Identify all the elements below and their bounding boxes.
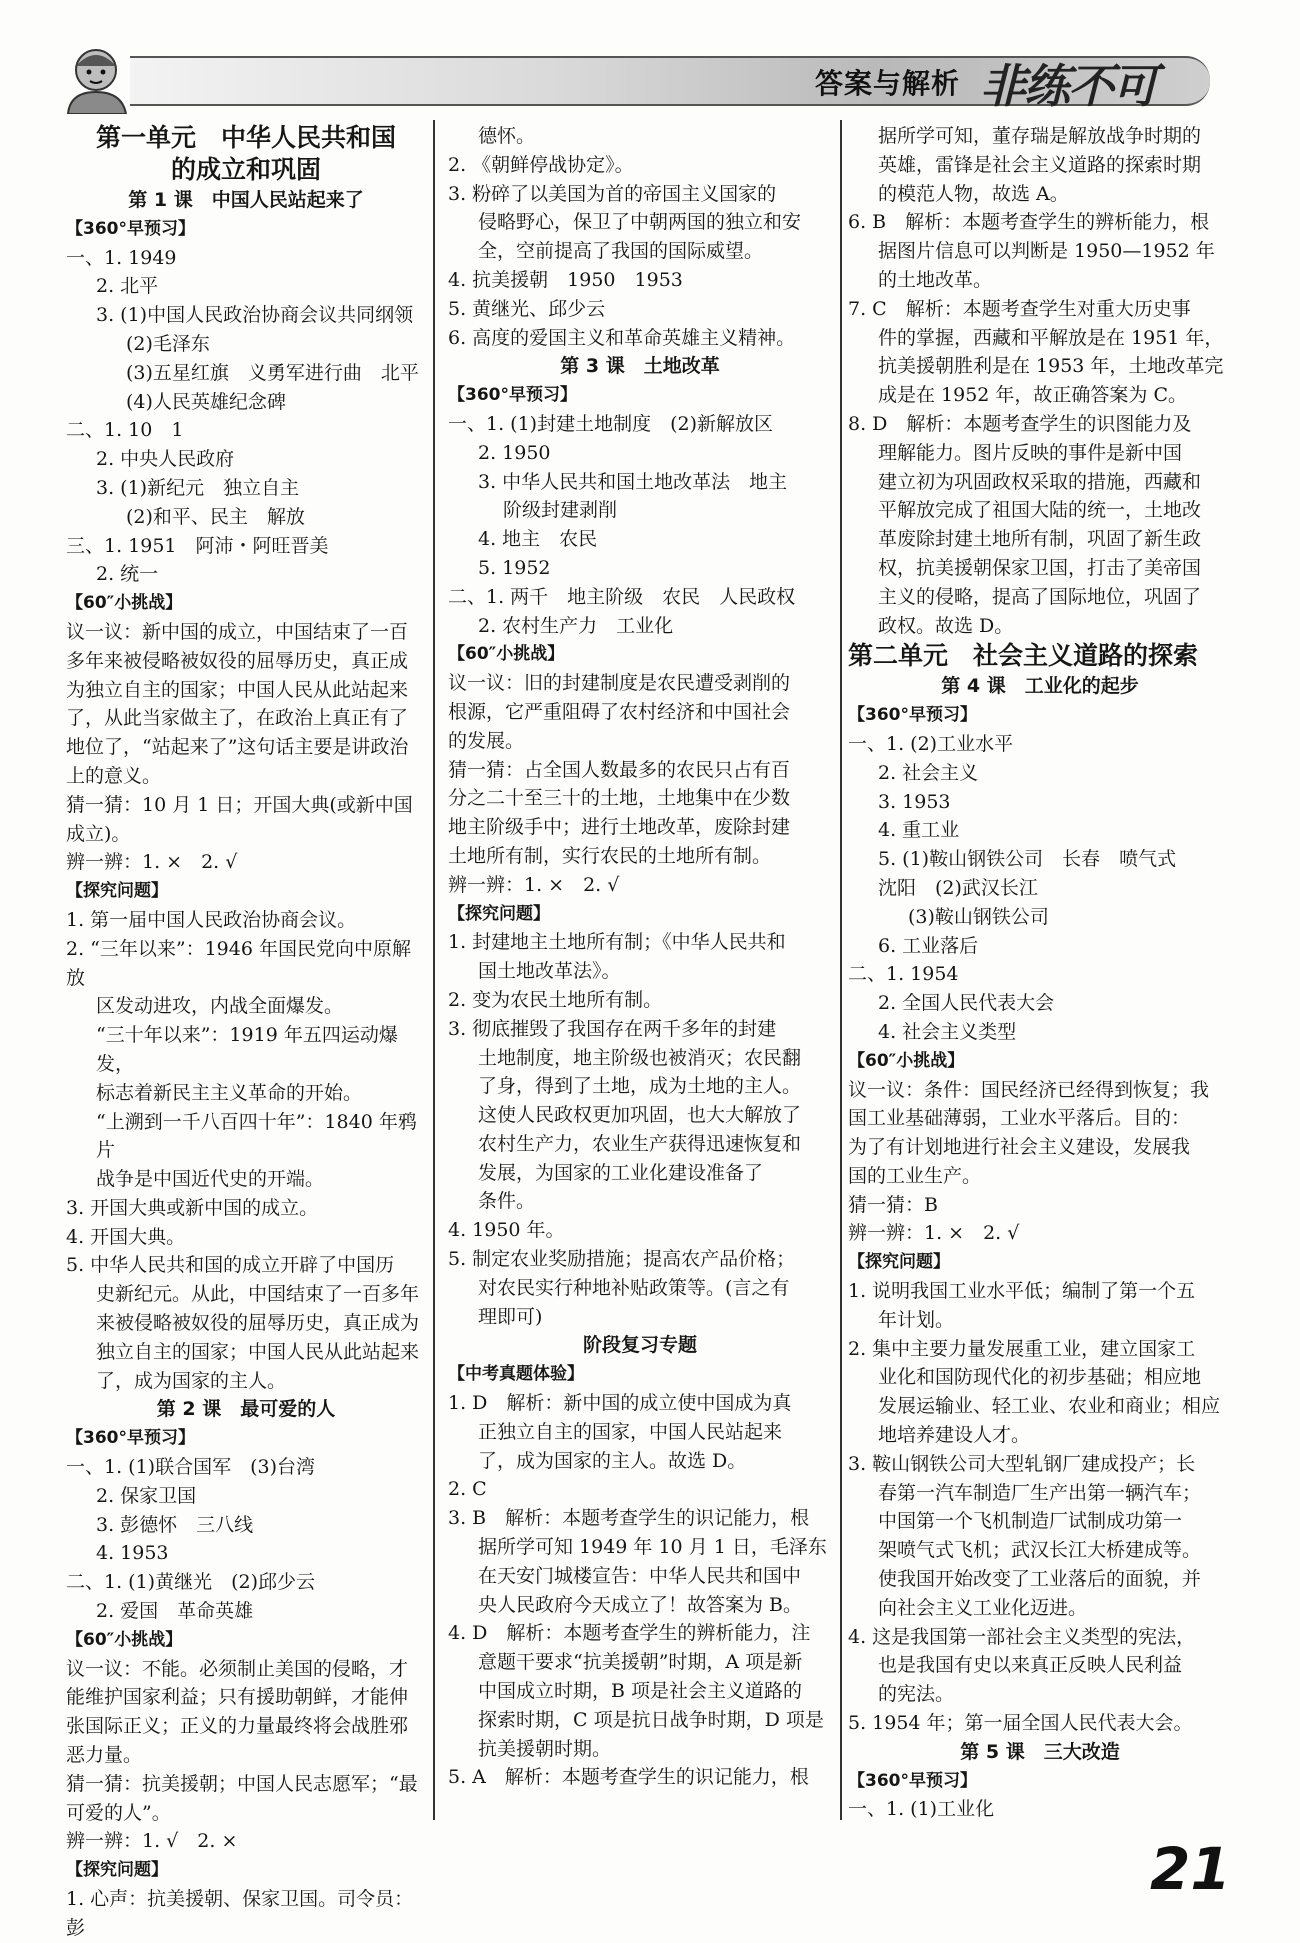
answer-line: 4. 1953 — [96, 1542, 169, 1565]
answer-line: 2. 北平 — [96, 275, 159, 298]
answer-line: 2. 保家卫国 — [96, 1484, 197, 1507]
answer-line: 二、1. 两千 地主阶级 农民 人民政权 — [448, 585, 796, 608]
answer-line: 能维护国家利益；只有援助朝鲜，才能伸 — [66, 1686, 409, 1709]
answer-line: 年计划。 — [878, 1308, 955, 1331]
column-3 — [848, 122, 1232, 1824]
answer-line: 7. C 解析：本题考查学生对重大历史事 — [848, 297, 1191, 320]
answer-line: 议一议：新中国的成立，中国结束了一百 — [66, 620, 409, 643]
answer-line: 这使人民政权更加巩固，也大大解放了 — [478, 1104, 802, 1127]
answer-line: 抗美援朝胜利是在 1953 年，土地改革完 — [878, 355, 1224, 378]
answer-line: 中国第一个飞机制造厂试制成功第一 — [878, 1510, 1183, 1533]
answer-line: 二、1. 10 1 — [66, 419, 184, 442]
answer-line: 4. 地主 农民 — [478, 528, 598, 551]
header-title: 答案与解析 — [815, 67, 961, 100]
answer-line: 1. 心声：抗美援朝、保家卫国。司令员：彭 — [66, 1888, 414, 1939]
answer-line: 一、1. 1949 — [66, 246, 177, 269]
section-heading: 【中考真题体验】 — [448, 1364, 584, 1385]
answer-line: 5. 黄继光、邱少云 — [448, 297, 606, 320]
answer-line: 4. 这是我国第一部社会主义类型的宪法， — [848, 1625, 1196, 1648]
answer-line: 理即可) — [478, 1305, 543, 1328]
unit-title: 第一单元 中华人民共和国 — [95, 123, 396, 152]
answer-line: 2. C — [448, 1478, 487, 1501]
answer-line: 5. 1952 — [478, 556, 551, 579]
answer-line: 德怀。 — [478, 125, 536, 147]
answer-line: 3. 粉碎了以美国为首的帝国主义国家的 — [448, 182, 777, 205]
answer-line: 议一议：不能。必须制止美国的侵略，才 — [66, 1657, 409, 1680]
section-heading: 【360°早预习】 — [66, 1428, 195, 1449]
answer-line: 意题干要求“抗美援朝”时期，A 项是新 — [478, 1651, 803, 1674]
answer-line: (2)和平、民主 解放 — [126, 505, 305, 528]
answer-line: 议一议：旧的封建制度是农民遭受剥削的 — [448, 672, 791, 695]
answer-line: 二、1. (1)黄继光 (2)邱少云 — [66, 1571, 315, 1594]
answer-line: 2. 集中主要力量发展重工业，建立国家工 — [848, 1337, 1196, 1360]
column-divider — [433, 120, 435, 1820]
answer-line: 多年来被侵略被奴役的屈辱历史，真正成 — [66, 649, 409, 672]
answer-line: 1. 封建地主土地所有制；《中华人民共和 — [448, 931, 786, 954]
section-heading: 【探究问题】 — [66, 1860, 168, 1881]
answer-line: 分之二十至三十的土地，土地集中在少数 — [448, 787, 791, 810]
answer-line: 国工业基础薄弱，工业水平落后。目的： — [848, 1107, 1191, 1130]
answer-line: (2)毛泽东 — [126, 332, 210, 355]
answer-line: 标志着新民主主义革命的开始。 — [96, 1081, 363, 1104]
answer-line: 的发展。 — [448, 729, 525, 752]
answer-line: (3)鞍山钢铁公司 — [908, 905, 1049, 928]
answer-line: 3. 鞍山钢铁公司大型轧钢厂建成投产；长 — [848, 1452, 1196, 1475]
answer-line: 二、1. 1954 — [848, 963, 959, 986]
answer-line: 一、1. (1)联合国军 (3)台湾 — [66, 1456, 315, 1479]
answer-line: 张国际正义；正义的力量最终将会战胜邪 — [66, 1715, 409, 1738]
answer-line: 平解放完成了祖国大陆的统一，土地改 — [878, 499, 1202, 522]
answer-line: 为独立自主的国家；中国人民从此站起来 — [66, 678, 409, 701]
answer-line: 1. 说明我国工业水平低；编制了第一个五 — [848, 1280, 1196, 1303]
answer-line: 全，空前提高了我国的国际威望。 — [478, 240, 764, 263]
section-heading: 【60″小挑战】 — [66, 1629, 183, 1650]
answer-line: 史新纪元。从此，中国结束了一百多年 — [96, 1283, 420, 1306]
answer-line: 猜一猜：10 月 1 日；开国大典(或新中国成立)。 — [66, 793, 413, 845]
answer-line: 一、1. (2)工业水平 — [848, 732, 1014, 755]
student-avatar-icon — [60, 44, 134, 114]
answer-line: 成是在 1952 年，故正确答案为 C。 — [878, 384, 1188, 407]
answer-line: 2. 中央人民政府 — [96, 448, 235, 471]
answer-line: 2. 全国人民代表大会 — [878, 992, 1055, 1015]
answer-line: 战争是中国近代史的开端。 — [96, 1168, 325, 1191]
answer-line: 件的掌握，西藏和平解放是在 1951 年， — [878, 326, 1224, 349]
answer-line: 阶级封建剥削 — [503, 499, 618, 522]
answer-line: 一、1. (1)封建土地制度 (2)新解放区 — [448, 412, 773, 435]
answer-line: 1. D 解析：新中国的成立使中国成为真 — [448, 1392, 792, 1415]
column-1 — [66, 122, 426, 1943]
answer-line: (4)人民英雄纪念碑 — [126, 390, 286, 413]
section-heading: 【探究问题】 — [66, 881, 168, 902]
answer-line: “上溯到一千八百四十年”：1840 年鸦片 — [96, 1110, 417, 1162]
section-heading: 【60″小挑战】 — [448, 644, 565, 665]
section-heading: 【360°早预习】 — [848, 1770, 977, 1791]
answer-line: 4. 重工业 — [878, 819, 960, 842]
answer-line: 主义的侵略，提高了国际地位，巩固了 — [878, 585, 1202, 608]
section-heading: 【60″小挑战】 — [848, 1050, 965, 1071]
answer-line: 据所学可知，董存瑞是解放战争时期的 — [878, 125, 1202, 147]
answer-line: 3. 开国大典或新中国的成立。 — [66, 1196, 319, 1219]
answer-line: 5. 中华人民共和国的成立开辟了中国历 — [66, 1254, 395, 1277]
answer-line: 中国成立时期，B 项是社会主义道路的 — [478, 1680, 803, 1703]
section-heading: 【360°早预习】 — [848, 705, 977, 726]
answer-line: 区发动进攻，内战全面爆发。 — [96, 995, 344, 1018]
answer-line: 5. (1)鞍山钢铁公司 长春 喷气式 — [878, 848, 1177, 871]
answer-line: 侵略野心，保卫了中朝两国的独立和安 — [478, 211, 802, 234]
answer-line: 一、1. (1)工业化 — [848, 1798, 995, 1821]
answer-line: 发展运输业、轻工业、农业和商业；相应 — [878, 1395, 1221, 1418]
answer-line: 发展，为国家的工业化建设准备了 — [478, 1161, 764, 1184]
answer-line: 2. 农村生产力 工业化 — [478, 614, 674, 637]
answer-line: 理解能力。图片反映的事件是新中国 — [878, 441, 1183, 464]
header-brand-logo: 非练不可 — [980, 59, 1156, 113]
answer-line: 农村生产力，农业生产获得迅速恢复和 — [478, 1132, 802, 1155]
answer-line: 2. 《朝鲜停战协定》。 — [448, 153, 634, 176]
answer-line: 5. 制定农业奖励措施；提高农产品价格； — [448, 1248, 796, 1271]
answer-line: 猜一猜：占全国人数最多的农民只占有百 — [448, 758, 791, 781]
answer-line: 对农民实行种地补贴政策等。(言之有 — [478, 1276, 790, 1299]
answer-line: 辨一辨：1. √ 2. × — [66, 1830, 238, 1853]
answer-line: 6. 工业落后 — [878, 934, 979, 957]
section-heading: 【探究问题】 — [848, 1252, 950, 1273]
lesson-title: 第 4 课 工业化的起步 — [941, 675, 1139, 698]
section-heading: 【60″小挑战】 — [66, 593, 183, 614]
answer-line: 业化和国防现代化的初步基础；相应地 — [878, 1366, 1202, 1389]
answer-line: 2. 爱国 革命英雄 — [96, 1600, 254, 1623]
answer-line: 3. 彭德怀 三八线 — [96, 1513, 254, 1536]
answer-line: 根源，它严重阻碍了农村经济和中国社会 — [448, 700, 791, 723]
answer-line: 猜一猜：抗美援朝；中国人民志愿军；“最 — [66, 1772, 418, 1795]
answer-line: 为了有计划地进行社会主义建设，发展我 — [848, 1136, 1191, 1159]
answer-line: 地培养建设人才。 — [878, 1424, 1031, 1447]
answer-line: 1. 第一届中国人民政治协商会议。 — [66, 908, 357, 931]
answer-line: 向社会主义工业化迈进。 — [878, 1596, 1088, 1619]
answer-line: 4. D 解析：本题考查学生的辨析能力，注 — [448, 1622, 811, 1645]
unit-title: 的成立和巩固 — [170, 155, 321, 184]
answer-line: 8. D 解析：本题考查学生的识图能力及 — [848, 412, 1192, 435]
answer-line: 2. 统一 — [96, 563, 159, 586]
answer-line: 央人民政府今天成立了！故答案为 B。 — [478, 1593, 803, 1616]
answer-line: 正独立自主的国家，中国人民站起来 — [478, 1420, 783, 1443]
section-heading: 【360°早预习】 — [448, 385, 577, 406]
answer-line: 的模范人物，故选 A。 — [878, 182, 1069, 205]
lesson-title: 阶段复习专题 — [582, 1334, 697, 1357]
answer-line: 政权。故选 D。 — [878, 614, 1014, 637]
answer-line: 地主阶级手中；进行土地改革，废除封建 — [448, 816, 791, 839]
answer-line: 英雄，雷锋是社会主义道路的探索时期 — [878, 153, 1202, 176]
answer-line: 使我国开始改变了工业落后的面貌，并 — [878, 1568, 1202, 1591]
answer-line: 2. 社会主义 — [878, 761, 979, 784]
answer-line: 3. (1)新纪元 独立自主 — [96, 476, 300, 499]
answer-line: 国的工业生产。 — [848, 1164, 982, 1187]
answer-line: 条件。 — [478, 1190, 536, 1213]
answer-line: 3. 中华人民共和国土地改革法 地主 — [478, 470, 788, 493]
answer-line: 3. B 解析：本题考查学生的识记能力，根 — [448, 1507, 810, 1530]
unit-title: 第二单元 社会主义道路的探索 — [848, 641, 1199, 671]
lesson-title: 第 2 课 最可爱的人 — [156, 1398, 336, 1421]
section-heading: 【探究问题】 — [448, 903, 550, 924]
answer-line: 6. 高度的爱国主义和革命英雄主义精神。 — [448, 326, 796, 349]
answer-line: 三、1. 1951 阿沛・阿旺晋美 — [66, 534, 329, 557]
answer-line: 6. B 解析：本题考查学生的辨析能力，根 — [848, 211, 1210, 234]
answer-line: 2. 1950 — [478, 441, 551, 464]
answer-line: 抗美援朝时期。 — [478, 1737, 612, 1760]
answer-line: 据所学可知 1949 年 10 月 1 日，毛泽东 — [478, 1536, 827, 1559]
column-2 — [448, 122, 832, 1792]
answer-line: 辨一辨：1. × 2. √ — [848, 1222, 1020, 1245]
answer-line: 5. 1954 年；第一届全国人民代表大会。 — [848, 1712, 1193, 1735]
lesson-title: 第 3 课 土地改革 — [560, 355, 720, 378]
answer-line: “三十年以来”：1919 年五四运动爆发， — [96, 1024, 398, 1075]
answer-line: 可爱的人”。 — [66, 1801, 171, 1824]
answer-line: 4. 1950 年。 — [448, 1219, 565, 1242]
answer-line: 4. 社会主义类型 — [878, 1020, 1017, 1043]
answer-line: 上的意义。 — [66, 764, 162, 787]
answer-line: 春第一汽车制造厂生产出第一辆汽车； — [878, 1481, 1202, 1504]
answer-line: 了身，得到了土地，成为土地的主人。 — [478, 1075, 802, 1098]
answer-line: 来被侵略被奴役的屈辱历史，真正成为 — [96, 1312, 420, 1335]
answer-line: 了，成为国家的主人。 — [96, 1369, 287, 1392]
answer-line: 权，抗美援朝保家卫国，打击了美帝国 — [878, 556, 1202, 579]
answer-line: 4. 开国大典。 — [66, 1225, 186, 1248]
answer-line: 沈阳 (2)武汉长江 — [878, 876, 1038, 899]
answer-line: 辨一辨：1. × 2. √ — [66, 851, 238, 874]
answer-line: 的土地改革。 — [878, 268, 993, 291]
answer-line: 3. 彻底摧毁了我国存在两千多年的封建 — [448, 1017, 777, 1040]
answer-line: 了，成为国家的主人。故选 D。 — [478, 1449, 747, 1472]
answer-line: 3. 1953 — [878, 790, 951, 813]
answer-line: 议一议：条件：国民经济已经得到恢复；我 — [848, 1078, 1210, 1101]
lesson-title: 第 5 课 三大改造 — [960, 1740, 1120, 1763]
column-divider — [840, 120, 842, 1820]
answer-line: 据图片信息可以判断是 1950—1952 年 — [878, 240, 1215, 263]
answer-line: 的宪法。 — [878, 1683, 955, 1706]
answer-line: 革废除封建土地所有制，巩固了新生政 — [878, 528, 1202, 551]
answer-line: 3. (1)中国人民政治协商会议共同纲领 — [96, 304, 414, 327]
answer-line: 猜一猜：B — [848, 1193, 938, 1216]
answer-line: 了，从此当家做主了，在政治上真正有了 — [66, 707, 409, 730]
answer-line: 4. 抗美援朝 1950 1953 — [448, 268, 683, 291]
lesson-title: 第 1 课 中国人民站起来了 — [128, 189, 364, 211]
answer-line: 土地制度，地主阶级也被消灭；农民翻 — [478, 1046, 802, 1069]
answer-line: 地位了，“站起来了”这句话主要是讲政治 — [66, 736, 409, 759]
answer-line: (3)五星红旗 义勇军进行曲 北平 — [126, 361, 419, 384]
page-header — [60, 44, 1210, 113]
answer-line: 土地所有制，实行农民的土地所有制。 — [448, 844, 772, 867]
answer-line: 在天安门城楼宣告：中华人民共和国中 — [478, 1564, 802, 1587]
answer-line: 探索时期，C 项是抗日战争时期，D 项是 — [478, 1708, 824, 1731]
answer-line: 独立自主的国家；中国人民从此站起来 — [96, 1340, 420, 1363]
answer-line: 2. “三年以来”：1946 年国民党向中原解放 — [66, 937, 411, 989]
answer-line: 恶力量。 — [66, 1744, 143, 1767]
answer-line: 5. A 解析：本题考查学生的识记能力，根 — [448, 1766, 809, 1789]
page-number: 21 — [1150, 1835, 1231, 1903]
answer-line: 辨一辨：1. × 2. √ — [448, 873, 620, 896]
answer-line: 2. 变为农民土地所有制。 — [448, 988, 663, 1011]
answer-line: 也是我国有史以来真正反映人民利益 — [878, 1654, 1183, 1677]
section-heading: 【360°早预习】 — [66, 218, 195, 239]
answer-line: 架喷气式飞机；武汉长江大桥建成等。 — [878, 1539, 1202, 1562]
answer-line: 国土地改革法》。 — [478, 960, 621, 983]
answer-line: 建立初为巩固政权采取的措施，西藏和 — [878, 470, 1202, 493]
